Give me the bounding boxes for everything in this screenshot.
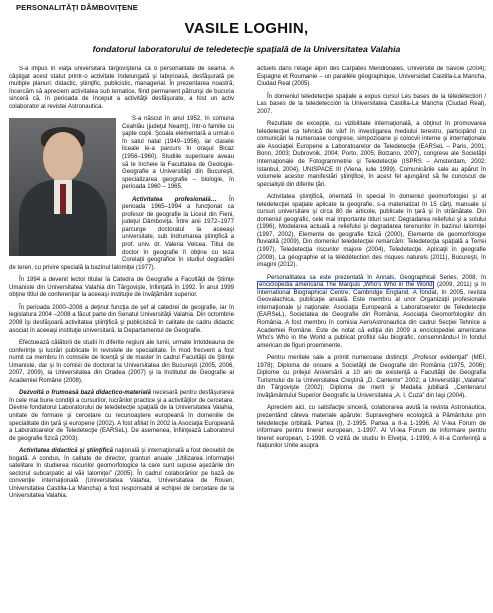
paragraph: În domeniul teledetecţiei spaţiale a expus cursul Les bases de la télédétection / Las bases de la teledetección la Universitatea Castilla-La Mancha (Ciudad Real), 2007. — [257, 93, 486, 115]
paragraph-body: Personalitatea sa este prezentată în Annals, Geographical Series, 2008, în — [267, 274, 486, 281]
highlighted-text: enciclopedia americană The Marquis „Who's Who in the World — [259, 282, 433, 289]
right-column — [257, 66, 486, 611]
paragraph — [9, 448, 234, 501]
paragraph-lead: Activitatea didactică şi ştiinţifică — [19, 448, 113, 455]
paragraph: Activitatea ştiinţifică, orientată în special în domeniul geomorfologiei şi al teledetecţiei spaţiale aplicate la geografie, s-a materializat în 15 cărţi, manuale şi cursuri universitare şi circa 80 de articole, publicate în ţară şi în străinătate. Din domeniul geografic, cele mai importante titluri sunt: Degradarea reliefului şi a solului (1996), Modelarea actuală a reliefului şi degradarea terenurilor în bazinul Ialomiţei (1997, 2002), Elemente de geografie fizică (2000), Elemente de geomorfologie fluviatilă (2009), Din domeniul teledetecţiei remarcăm: Teledetecţia spaţială a Terrei (1997), Teledetecţia riscurilor majore (2004), Teledetecţie. Aplicaţii în geografie (2008), La géographie et la télédétection des risques naturels (2011), Bucureşti, în imagini (2012). — [257, 194, 486, 269]
paragraph-lead: Dezvoltă o frumoasă bază didactico-materială — [19, 390, 151, 397]
left-column — [9, 66, 234, 611]
paragraph-body: În perioada 1965–1994 a funcţionat ca profesor de geografie la Liceul din Fieni, judeţul Dâmboviţa. Între anii 1972–1977 parcurge doctoratul la aceeaşi universitate, sub îndrumarea ştiinţifică a prof. univ. dr. Valeria Velcea. Titlul de doctor în geografie îl obţine cu teza Corelaţii geografice în studiul degradării de teren, cu privire specială la bazinul Ialomiţei (1977). — [9, 196, 234, 271]
paragraph-body: necesară pentru desfăşurarea în cele mai bune condiţii a cursurilor, lucrărilor practice şi a activităţilor de cercetare. Devine fondatorul Laboratorului de teledetecţie spaţială de la Universitatea Valahia, unitate de formare şi cercetare cu recunoaştere europeană în domeniile de specialitate din ţară şi europene (2002). A fost afiliat în 2002 la Asociaţia Europeană a Laboratoarelor de Teledetecţie (EARSeL). De asemenea, înfiinţează Laboratorul de geografie fizică (2003). — [9, 390, 234, 442]
paragraph: S-a impus în viaţa universitară târgoviştenă ca o personalitate de seamă. A câştigat acest statut printr-o activitate îndelungată şi laborioasă, desfăşurată pe multiple planuri: didactic, ştiinţific, publicistic, managerial. În prezentarea noastră, încercăm să apreciem activitatea sub tematice, fiind permanent pătrunşi de bucuria sinceră că, în perioada de început a activităţii desfăşurate, a fost un activ colaborator al revistei Astronautica. — [9, 66, 234, 110]
paragraph: Rezultate de excepţie, cu vizibilitate internaţională, a obţinut în promovarea teledetecţiei ca tehnică de vârf în investigarea mediului terestru, participând cu comunicări la numeroase congrese, simpozioane şi colocvii interne şi internaţionale ale Asociaţiei Europene a Laboratoarelor de Teledetecţie (EARSeL – Paris, 2001; Bonn, 2003; Dubrovnik, 2004; Porto, 2005; Bolzano, 2007), congrese ale Societăţii Internaţionale de Fotogrammetrie şi Teledetecţie (ISPRS – Amsterdam, 2002; Istanbul, 2004), UNISPACE III (Viena, iulie 1999). Comunicările sale au apărut în volumele acestor manifestări ştiinţifice, în acest fel ajungând să fie cunoscut de specialiştii din diferite ţări. — [257, 121, 486, 188]
paragraph-body: (2009, 2011) şi în International Biographical Centre, Cambridge England. A fondat, în 2005, revista Geovalachica, publicaţie anuală. Este membru al unor Organizaţii profesionale internaţionale şi naţionale: Asociaţia Europeană a Laboratoarelor de Teledetecţie (EARSeL), Societatea de Geografie din România, Asociaţia Geomorfologilor din România. A fost membru în comisia AeroAstronautica din cadrul Secţiei Tehnice a Academiei Române. Este de notat că ediţia din 2009 a enciclopediei americane Who's Who in the World a publicat profilul său biografic, consemnându-l în fondul american de figuri proeminente. — [257, 282, 486, 349]
article-subtitle: fondatorul laboratorului de teledetecţie spaţială de la Universitatea Valahia — [92, 44, 401, 54]
paragraph: În 1994 a devenit lector titular la Catedra de Geografie a Facultăţii de Ştiinţe Umaniste din Universitatea Valahia din Târgovişte, înfiinţată în 1992. În anul 1999 obţine titlul de conferenţiar la aceeaşi instituţie de învăţământ superior. — [9, 277, 234, 299]
paragraph-body: naţională şi internaţională a fost deosebit de bogată. A condus, în calitate de director, granturi anuale „Utilizarea informaţiei satelitare în studierea riscurilor geomorfologice la care sunt supuse aşezările din sectorul subcarpatic al văii Ialomiţei” (2005). În cadrul colaborărilor pe bază de convenţie internaţională (Universitatea Valahia, Universitatea de Rouen, Universitatea Castilla-La Mancha) a fost responsabil al echipei de cercetare de la Universitatea Valahia. — [9, 448, 234, 500]
paragraph: actuels dans l'étage alpin des Carpates Meridionales, Université de Savoie (2004); Espagne et Roumanie – un parallèle géographique, Universidad Castilla-La Mancha, Ciudad Real (2005). — [257, 66, 486, 88]
paragraph: În perioada 2000–2008 a deţinut funcţia de şef al catedrei de geografie, iar în legislatura 2004 –2008 a făcut parte din Senatul Universităţii Valahia. Din octombrie 2008 îşi desfăşoară activitatea ştiinţifică şi publicistică în calitate de cadru didactic asociat în aceeaşi instituţie universitară, la Departamentul de Geografie. — [9, 304, 234, 334]
paragraph: S-a născut în anul 1952, în comuna Ceahlău (judeţul Neamţ), într-o familie cu şapte copii. Şcoala elementară a urmat-o în satul natal (1949–1956), iar clasele liceale le-a parcurs în oraşul Bicaz (1956–1960). Studiile superioare aveau să le încheie la Facultatea de Geologie-Geografie a Universităţii din Bucureşti, specializarea geografie – biologie, în perioada 1960 – 1965. — [122, 116, 234, 191]
paragraph — [9, 390, 234, 443]
paragraph: Pentru meritele sale a primit numeroase distincţii: „Profesor evidenţiat” (MEI, 1978); Diploma de onoare a Societăţii de Geografie din România (1975, 2006); Diplome cu prilejul Aniversării a 10 ani de existenţă a Facultăţii de Geografia Turismului de la Universitatea Creştină „D. Cantemir” 2002; a Universităţii „Valahia” din Târgovişte (2002); Diploma de merit şi Medalia jubiliară „Centenarul învăţământului Superior Geografic la Universitatea „A. I. Cuza” din Iaşi (2004). — [257, 355, 486, 399]
section-label: PERSONALITĂŢI DÂMBOVIŢENE — [16, 3, 138, 12]
paragraph-lead: Activitatea profesională… — [132, 196, 217, 203]
paragraph — [257, 275, 486, 350]
person-name: VASILE LOGHIN, — [184, 20, 309, 37]
paragraph: Efectuează călătorii de studii în diferite regiuni ale lumii, urmate întotdeauna de conferinţe şi lucrări publicate în revistele de specialitate. În mod frecvent a fost numit ca membru în comisiile de licenţă şi de master în cadrul Facultăţii de Ştiinţe Umaniste, dar şi în comisii de doctorat la Universitatea din Bucureşti (2005, 2006, 2007, 2009), la Universitatea din Oradea (2007) şi la Institutul de Geografie al Academiei Române (2008). — [9, 340, 234, 384]
paragraph: Apreciem aici, cu satisfacţie sinceră, colaborarea avută la revista Astronautica, prezentând câteva materiale apărute: Supraveghere ecologică a Pământului prin teledetecţie orbitală. Partea (I), 2-1995. Partea a II-a 1-1996, Al V-lea Forum de informare pentru tineret european, 1-1997. Al VI-lea Forum de informare pentru tineret european, 1-1998. O vizită de studiu în Elveţia, 1-1999, A III-a Conferinţă a Naţiunilor Unite asupra — [257, 405, 486, 450]
portrait-photo — [9, 118, 116, 256]
